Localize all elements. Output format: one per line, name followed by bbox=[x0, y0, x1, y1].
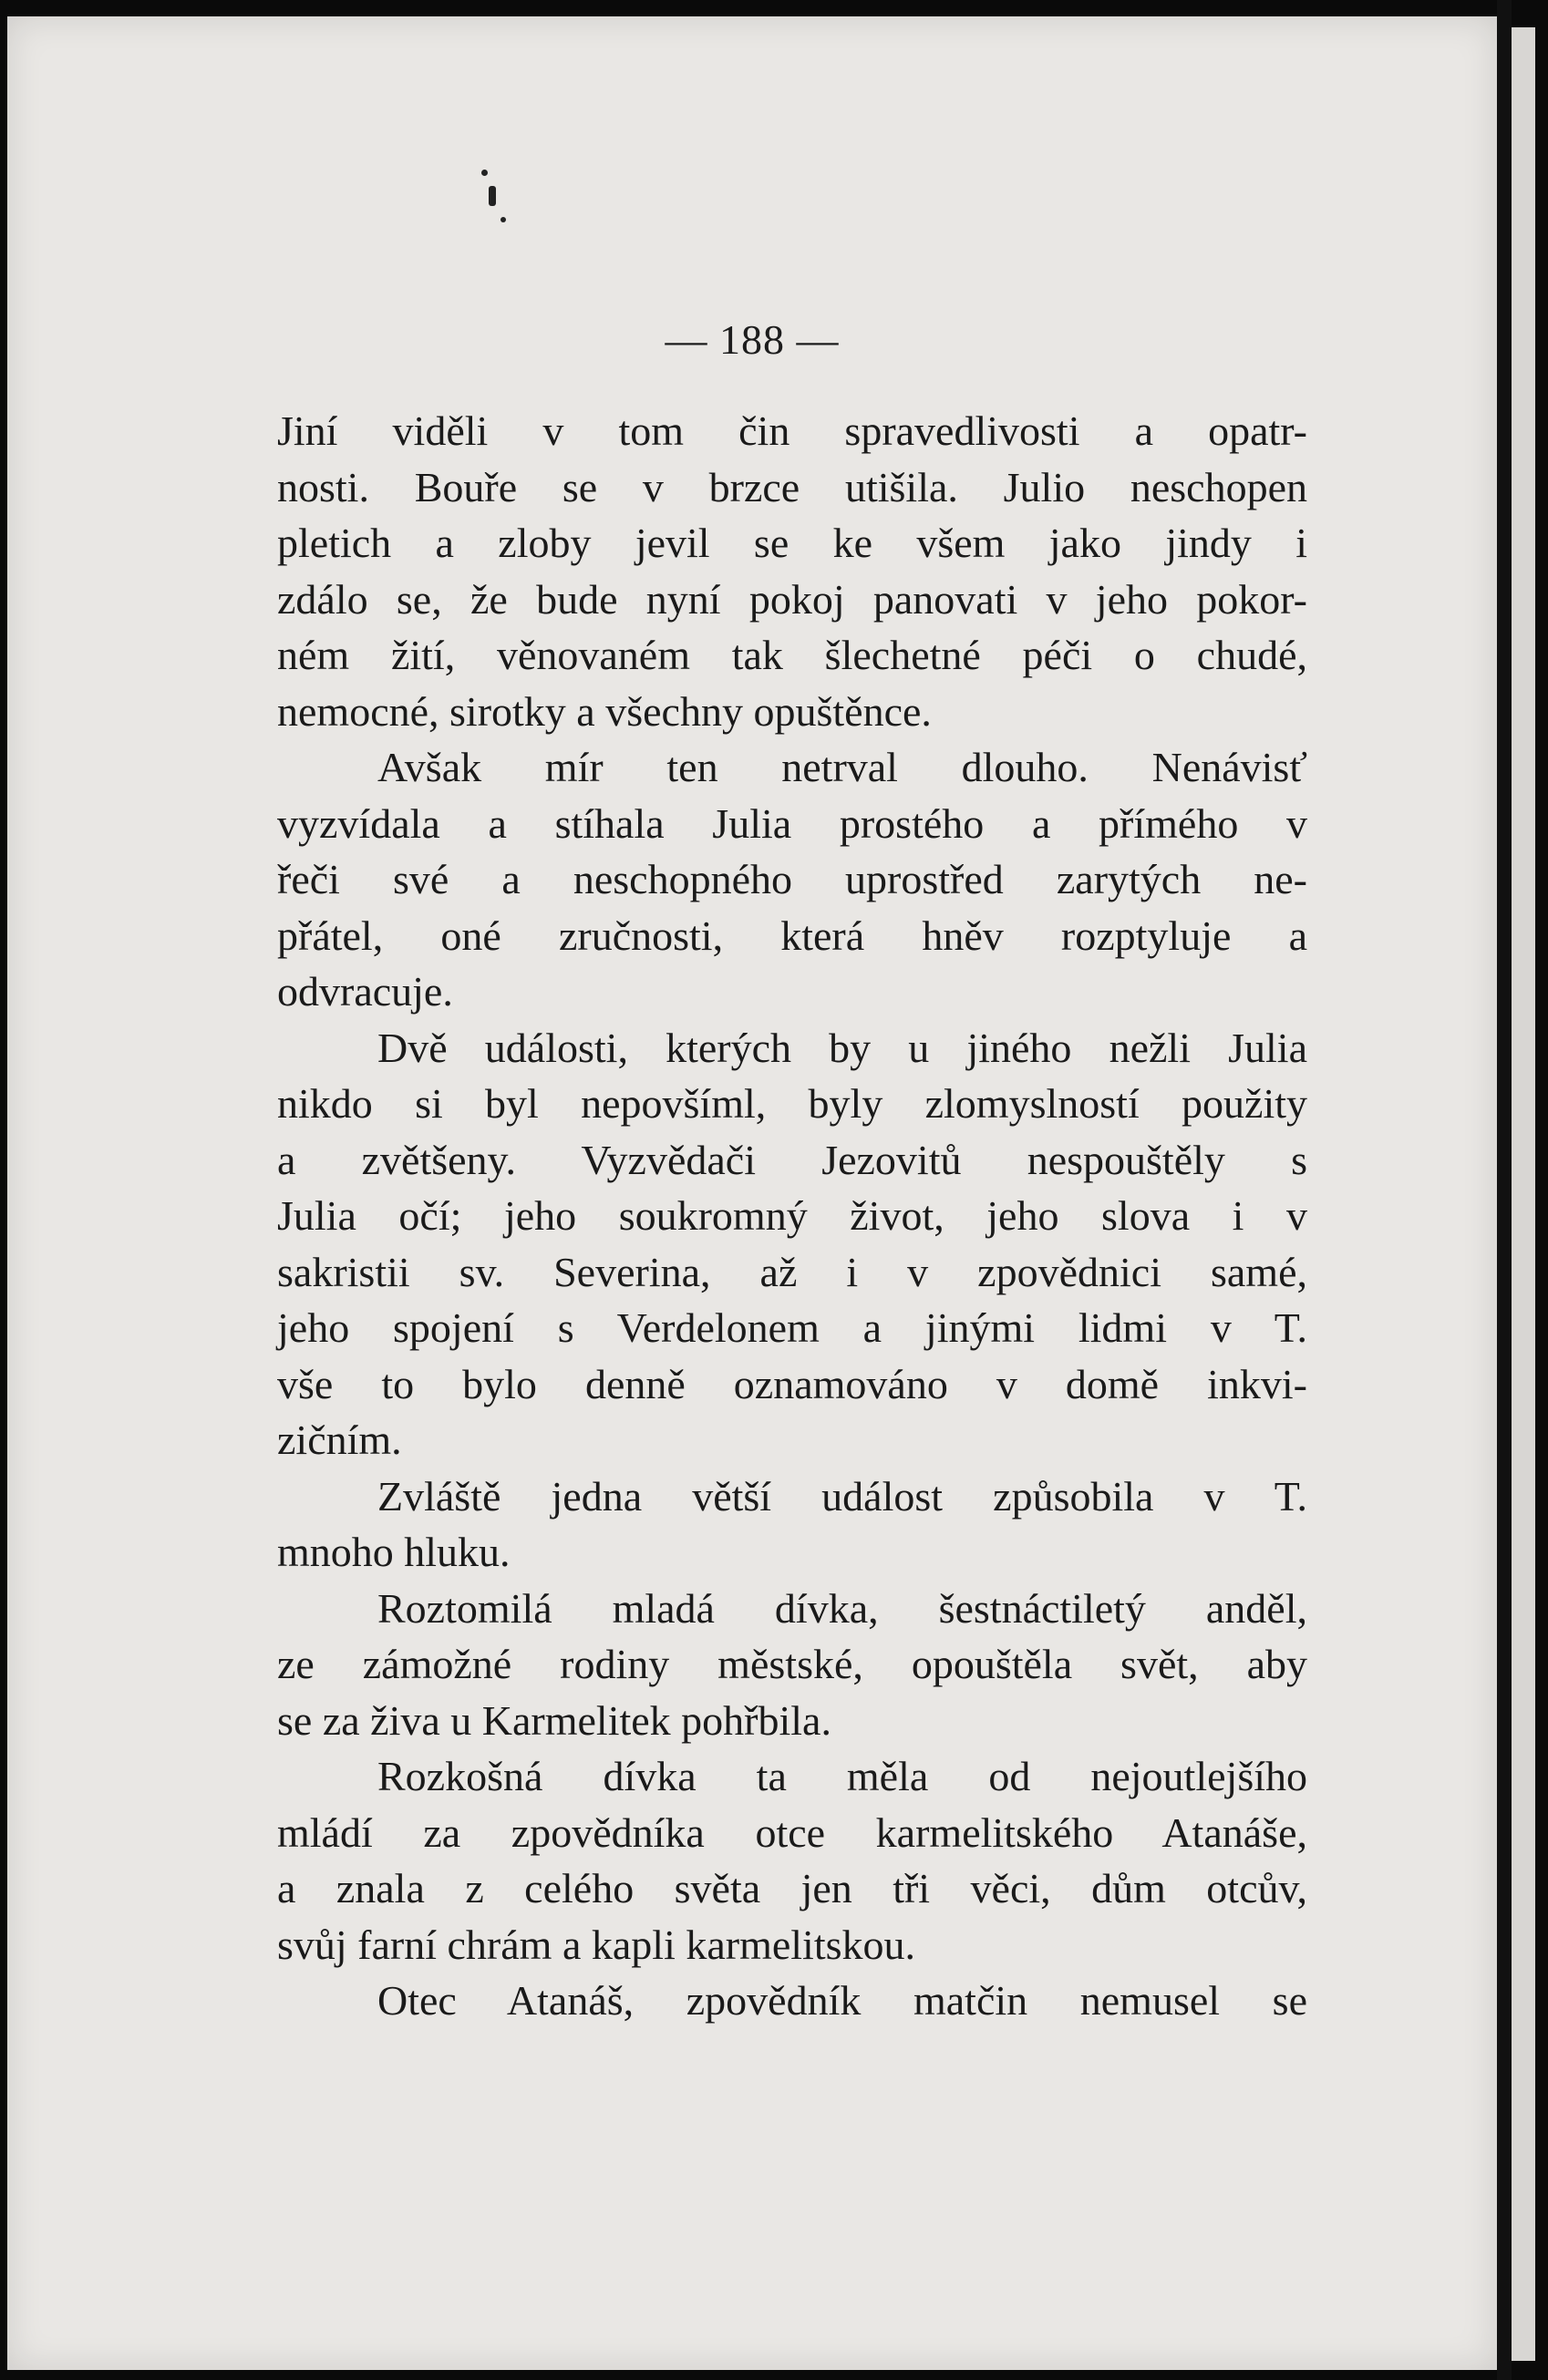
ink-speck bbox=[501, 217, 506, 222]
text-line: jeho spojení s Verdelonem a jinými lidmi v T. bbox=[277, 1304, 1307, 1351]
text-line: Dvě události, kterých by u jiného nežli Julia bbox=[377, 1024, 1307, 1071]
text-line: Roztomilá mladá dívka, šestnáctiletý anděl, bbox=[377, 1584, 1307, 1632]
text-line: nemocné, sirotky a všechny opuštěnce. bbox=[277, 687, 932, 735]
text-line: pletich a zloby jevil se ke všem jako jindy i bbox=[277, 520, 1307, 566]
text-line: zičním. bbox=[277, 1417, 402, 1463]
text-line: Avšak mír ten netrval dlouho. Nenávisť bbox=[377, 744, 1307, 790]
body-text bbox=[277, 403, 1307, 2029]
book-page bbox=[7, 16, 1497, 2370]
text-line: mnoho hluku. bbox=[277, 1529, 511, 1575]
text-line: mládí za zpovědníka otce karmelitského Atanáše, bbox=[277, 1808, 1307, 1856]
text-line: Otec Atanáš, zpovědník matčin nemusel se bbox=[377, 1977, 1307, 2024]
text-line: svůj farní chrám a kapli karmelitskou. bbox=[277, 1921, 916, 1968]
text-line: se za živa u Karmelitek pohřbila. bbox=[277, 1696, 831, 1744]
text-line: odvracuje. bbox=[277, 968, 453, 1015]
ink-speck bbox=[481, 170, 488, 176]
page-gutter bbox=[1497, 0, 1512, 2380]
ink-speck bbox=[489, 186, 496, 206]
text-line: Rozkošná dívka ta měla od nejoutlejšího bbox=[377, 1753, 1307, 1799]
page-number: — 188 — bbox=[665, 316, 840, 363]
text-line: Zvláště jedna větší událost způsobila v T. bbox=[377, 1472, 1307, 1520]
text-line: Julia očí; jeho soukromný život, jeho slova i v bbox=[277, 1192, 1307, 1239]
text-line: zdálo se, že bude nyní pokoj panovati v jeho pokor- bbox=[277, 575, 1307, 623]
text-line: Jiní viděli v tom čin spravedlivosti a opatr- bbox=[277, 407, 1307, 454]
text-line: vše to bylo denně oznamováno v domě inkvi- bbox=[277, 1360, 1307, 1407]
text-line: řeči své a neschopného uprostřed zarytých ne- bbox=[277, 856, 1307, 902]
text-line: přátel, oné zručnosti, která hněv rozptyluje a bbox=[277, 912, 1307, 959]
text-line: sakristii sv. Severina, až i v zpovědnici samé, bbox=[277, 1248, 1307, 1295]
text-line: nosti. Bouře se v brzce utišila. Julio neschopen bbox=[277, 463, 1307, 510]
text-line: ze zámožné rodiny městské, opouštěla svět, aby bbox=[277, 1641, 1307, 1687]
adjacent-page-edge bbox=[1512, 27, 1535, 2361]
text-line: vyzvídala a stíhala Julia prostého a přímého v bbox=[277, 799, 1307, 847]
text-line: ném žití, věnovaném tak šlechetné péči o chudé, bbox=[277, 632, 1307, 678]
text-line: nikdo si byl nepovšíml, byly zlomyslností použity bbox=[277, 1080, 1307, 1127]
text-line: a zvětšeny. Vyzvědači Jezovitů nespouštěly s bbox=[277, 1136, 1307, 1183]
text-line: a znala z celého světa jen tři věci, dům otcův, bbox=[277, 1865, 1307, 1911]
